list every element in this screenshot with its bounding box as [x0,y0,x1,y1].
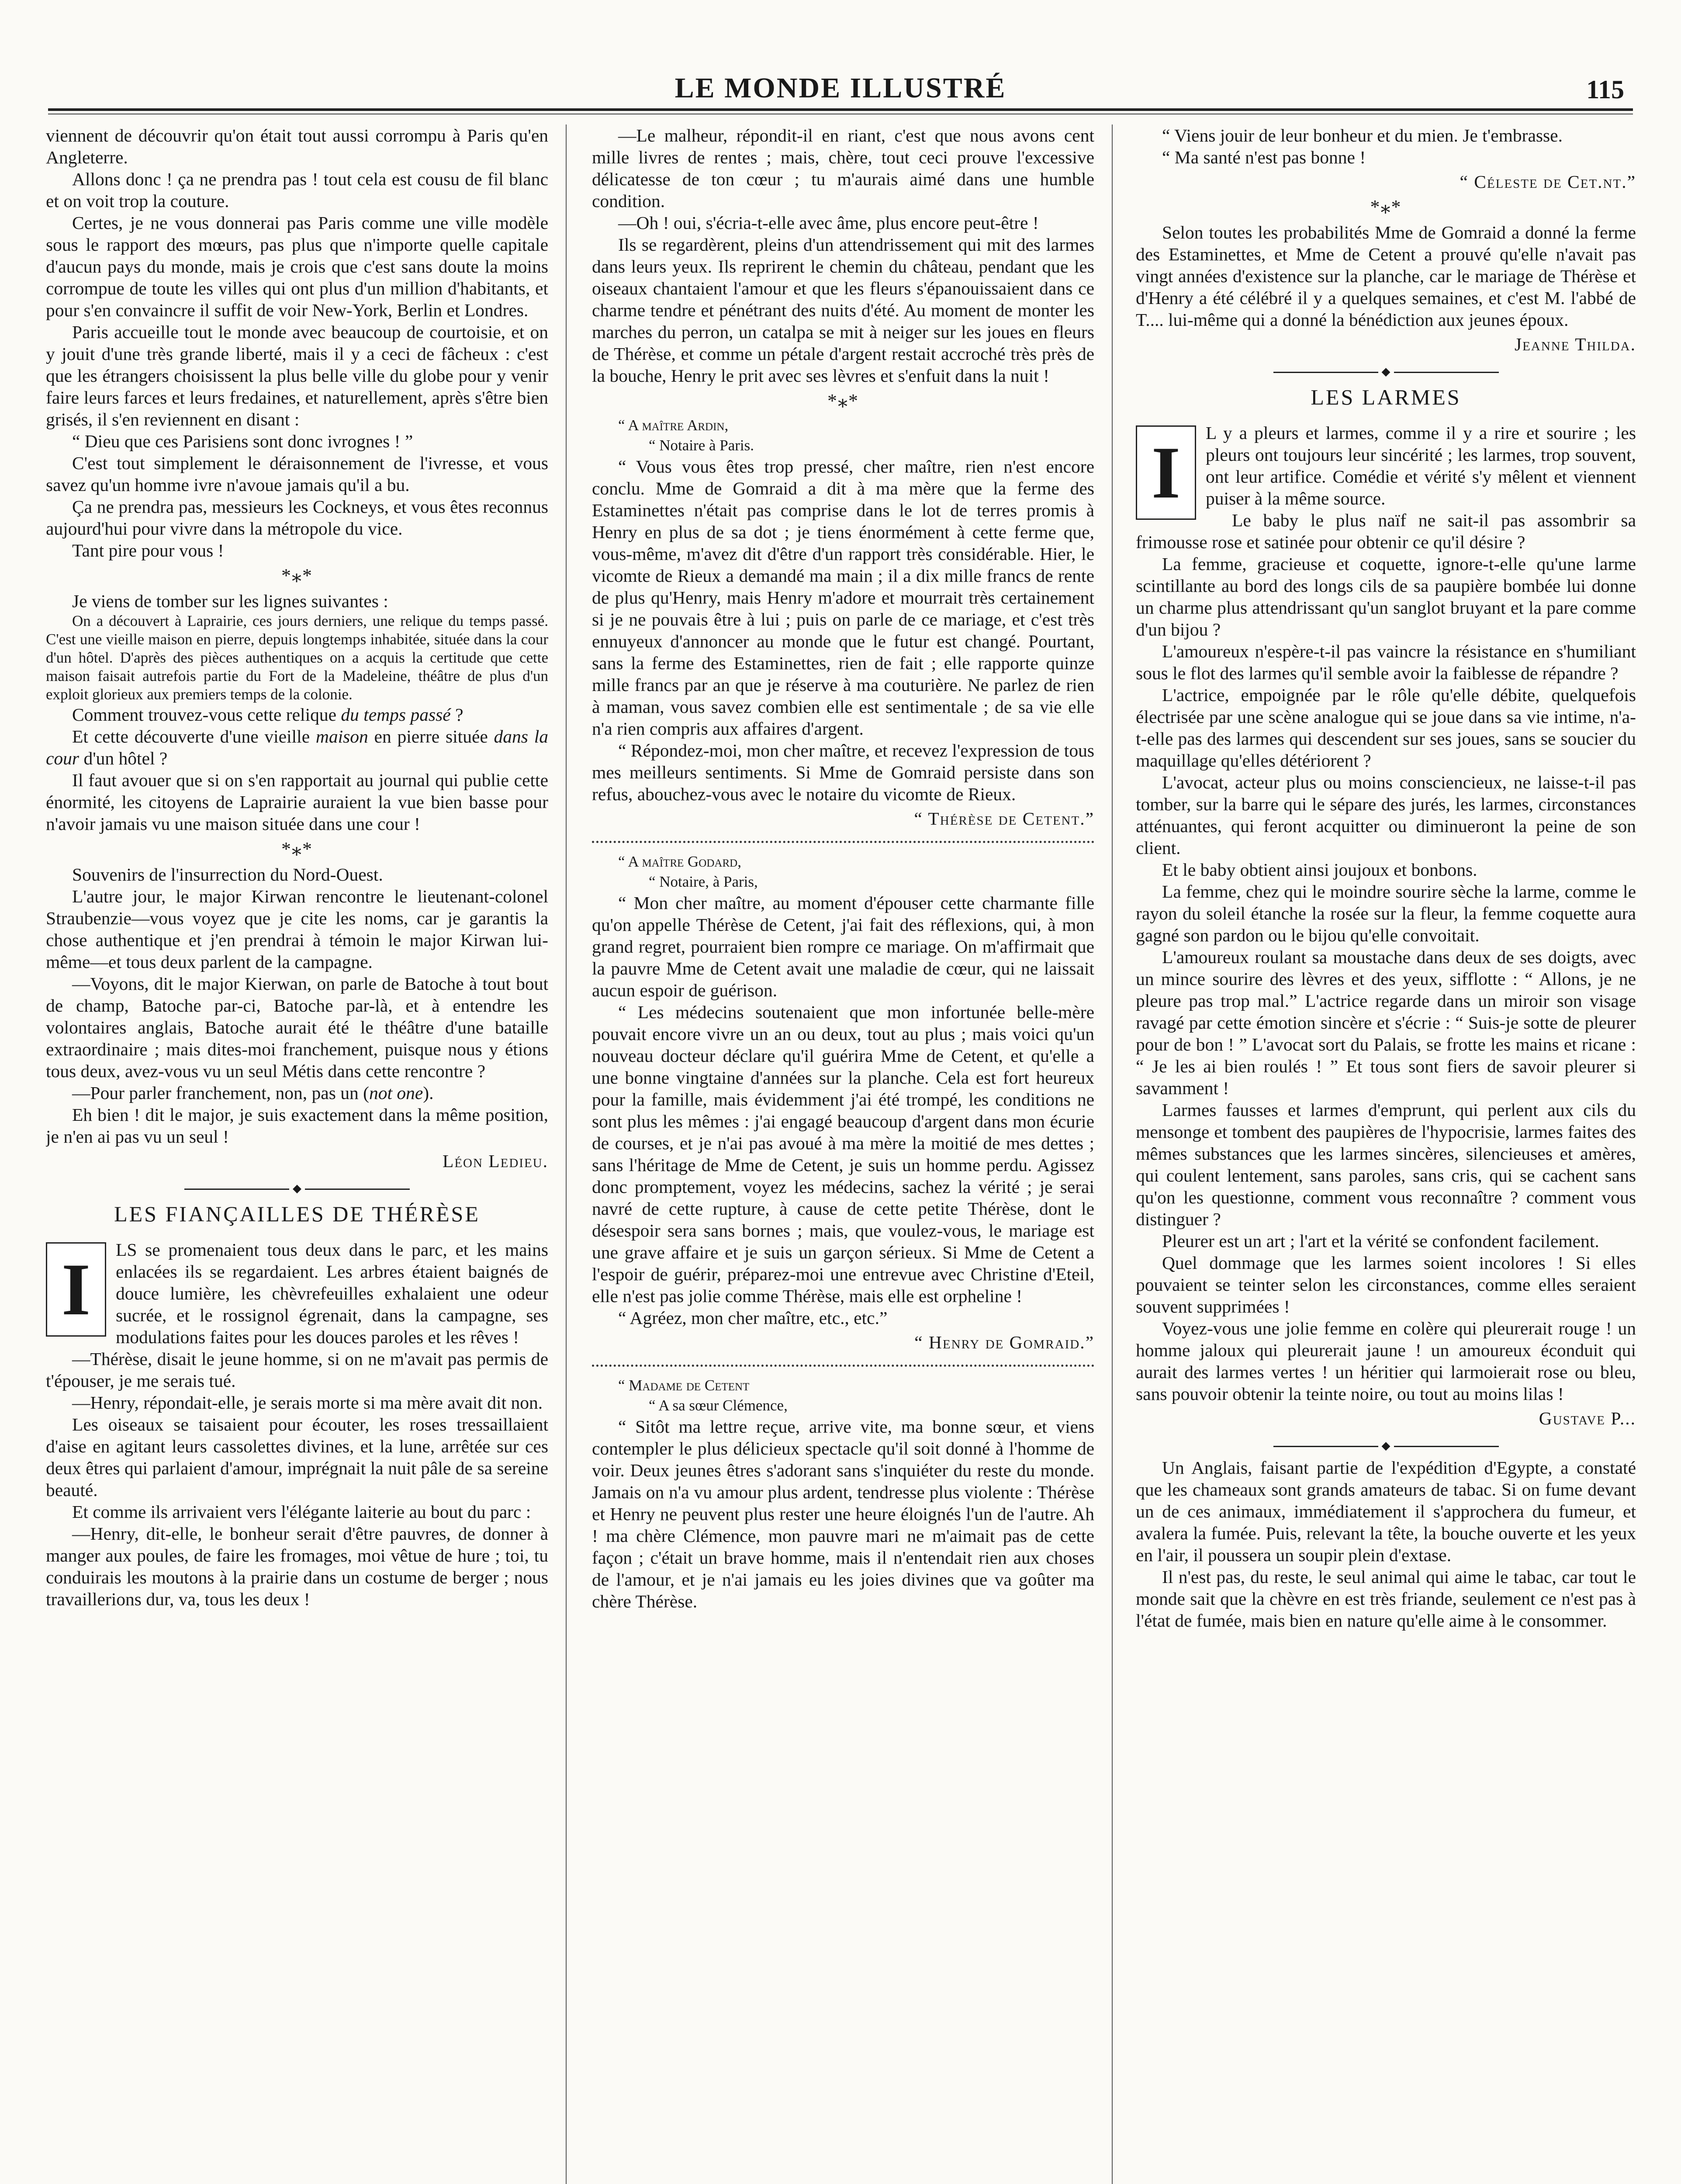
paragraph: Ça ne prendra pas, messieurs les Cockneys, et vous êtes reconnus aujourd'hui pour vivre dans la métropole du vice. [46,497,548,539]
letter-address-line: “ A sa sœur Clémence, [649,1397,788,1414]
paragraph: La femme, chez qui le moindre sourire sèche la larme, comme le rayon du soleil étanche la rosée sur la fleur, la femme coquette aura gagné son pardon ou le bijou qu'elle convoitait. [1136,881,1636,945]
drop-cap: I [1136,425,1196,520]
paragraph: Larmes fausses et larmes d'emprunt, qui perlent aux cils du mensonge et tombent des paupières de l'hypocrisie, larmes faites des mêmes substances que les larmes sincères, silencieuses et amères, qui coulent lentement, sans paroles, sans cris, qui se cachent sans qu'on les questionne, comment vous reconnaître ? comment vous distinguer ? [1136,1100,1636,1229]
paragraph: “ Répondez-moi, mon cher maître, et recevez l'expression de tous mes meilleurs sentiments. Si Mme de Gomraid persiste dans son refus, abouchez-vous avec le notaire du vicomte de Rieux. [592,740,1094,804]
paragraph: L'autre jour, le major Kirwan rencontre le lieutenant-colonel Straubenzie—vous voyez que je cite les noms, car je garantis la chose authentique et j'en prendrai à témoin le major Kirwan lui-même—et tous deux parlent de la campagne. [46,886,548,972]
letter-signature: “ Henry de Gomraid.” [914,1332,1094,1352]
paragraph: La femme, gracieuse et coquette, ignore-t-elle qu'une larme scintillante au bord des longs cils de sa paupière bombée lui donne un charme plus attendrissant qu'un sanglot bruyant et la pare comme d'un bijou ? [1136,554,1636,639]
section-heading: LES LARMES [1311,385,1461,409]
paragraph: —Le malheur, répondit-il en riant, c'est que nous avons cent mille livres de rentes ; mais, chère, tout ceci prouve l'excessive délicatesse de ton cœur ; tu m'aurais aimé dans une humble condition. [592,125,1094,211]
paragraph: Comment trouvez-vous cette relique du temps passé ? [72,705,463,725]
paragraph: Paris accueille tout le monde avec beaucoup de courtoisie, et on y jouit d'une très grande liberté, mais il y a ceci de fâcheux : c'est que les étrangers choisissent la plus belle ville du globe pour y venir faire leurs farces et leurs fredaines, et naturellement, après s'être bien grisés, il s'en reviennent en disant : [46,322,548,429]
section-heading: LES FIANÇAILLES DE THÉRÈSE [114,1202,480,1226]
publication-title: LE MONDE ILLUSTRÉ [674,72,1007,104]
paragraph: Un Anglais, faisant partie de l'expédition d'Egypte, a constaté que les chameaux sont grands amateurs de tabac. Si on fume devant un de ces animaux, immédiatement il s'approchera du fumeur, et avalera la fumée. Puis, relevant la tête, la bouche ouverte et les yeux en l'air, il poussera un soupir plein d'extase. [1136,1458,1636,1565]
author-signature: Léon Ledieu. [442,1151,548,1171]
drop-cap: I [46,1242,106,1337]
letter-signature: “ Thérèse de Cetent.” [914,809,1094,829]
column-separator [566,124,567,2184]
letter-address-line: “ Notaire à Paris. [649,437,754,454]
paragraph: “ Vous vous êtes trop pressé, cher maître, rien n'est encore conclu. Mme de Gomraid a dit à ma mère que la ferme des Estaminettes n'était pas comprise dans le lot de terres promis à Henry en plus de sa dot ; je tiens énormément à cette ferme que, vous-même, m'avez dit d'être d'un rapport très considérable. Hier, le vicomte de Rieux a demandé ma main ; il a dix mille francs de rente de plus qu'Henry, mais Henry m'adore et mourrait très certainement si je ne pouvais être à lui ; puis on parle de ce mariage, et c'est très ennuyeux d'annoncer au monde que le futur est changé. Pourtant, sans la ferme des Estaminettes, rien de fait ; elle rapporte quinze mille francs par an que je réserve à ma couturière. Ne parlez de rien à maman, vous savez combien elle est sentimentale ; de sa vie elle n'a rien compris aux affaires d'argent. [592,456,1094,739]
dotted-separator [592,1364,1094,1367]
paragraph: Quel dommage que les larmes soient incolores ! Si elles pouvaient se teinter selon les circonstances, comme elles seraient souvent supprimées ! [1136,1253,1636,1317]
paragraph: —Voyons, dit le major Kierwan, on parle de Batoche à tout bout de champ, Batoche par-ci, Batoche par-là, et à entendre les volontaires anglais, Batoche aurait été le théâtre d'une bataille extraordinaire ; mais dites-moi franchement, puisque nous y étions tous deux, avez-vous vu un seul Métis dans cette rencontre ? [46,974,548,1081]
letter-address: “ Madame de Cetent [618,1377,750,1394]
paragraph: —Henry, dit-elle, le bonheur serait d'être pauvres, de donner à manger aux poules, de faire les fromages, moi vêtue de hure ; toi, tu conduirais les moutons à la prairie dans un costume de berger ; nous travaillerions dur, va, tous les deux ! [46,1524,548,1609]
page-number: 115 [1586,75,1624,104]
asterism: *⁎* [281,565,313,586]
header-rule [48,108,1633,111]
paragraph: L'amoureux n'espère-t-il pas vaincre la résistance en s'humiliant sous le flot des larmes qu'il semble avoir la faiblesse de répandre ? [1136,641,1636,683]
paragraph: Le baby le plus naïf ne sait-il pas assombrir sa frimousse rose et satinée pour obtenir ce qu'il désire ? [1136,510,1636,552]
paragraph: Ils se regardèrent, pleins d'un attendrissement qui mit des larmes dans leurs yeux. Ils reprirent le chemin du château, pendant que les oiseaux chantaient l'amour et que les fleurs s'épanouissaient dans ce charme tendre et pénétrant des nuits d'été. Au moment de monter les marches du perron, un catalpa se mit à neiger sur les joues en fleurs de Thérèse, et comme un pétale d'argent restait accroché très près de la bouche, Henry le prit avec ses lèvres et s'enfuit dans la nuit ! [592,235,1094,386]
column-2 [592,124,1094,2184]
paragraph: L y a pleurs et larmes, comme il y a rire et sourire ; les pleurs ont toujours leur sincérité ; les larmes, trop souvent, ont leur artifice. Comédie et vérité s'y mêlent et viennent puiser à la même source. [1206,423,1636,508]
column-separator [1112,124,1113,2184]
paragraph: L'avocat, acteur plus ou moins consciencieux, ne laisse-t-il pas tomber, sur la barre qui le sépare des jurés, les larmes, circonstances atténuantes, qui feront acquitter ou diminueront la peine de son client. [1136,772,1636,858]
paragraph: “ Ma santé n'est pas bonne ! [1162,147,1366,167]
paragraph: C'est tout simplement le déraisonnement de l'ivresse, et vous savez qu'un homme ivre n'avoue jamais qu'il a bu. [46,453,548,495]
ornament-rule: ◆ [1136,1439,1636,1452]
paragraph: “ Les médecins soutenaient que mon infortunée belle-mère pouvait encore vivre un an ou deux, tout au plus ; mais voici qu'un nouveau docteur déclare qu'il guérira Mme de Cetent, et qu'elle a une bonne vingtaine d'années sur la planche. Cela est fort heureux pour la famille, mais évidemment j'ai été trompé, les conditions ne sont plus les mêmes : j'ai engagé beaucoup d'argent dans mon écurie de courses, et je n'ai pas avoué à ma mère la moitié de mes dettes ; sans l'héritage de Mme de Cetent, je suis un homme perdu. Agissez donc promptement, voyez les médecins, sachez la vérité ; je serai navré de cette rupture, à cause de cette petite Thérèse, dont le désespoir sera sans bornes ; mais, que voulez-vous, le mariage est une grave affaire et je suis un garçon sérieux. Si Mme de Cetent a l'espoir de guérir, préparez-moi une entrevue avec Christine d'Eteil, elle n'est pas jolie comme Thérèse, mais elle est orpheline ! [592,1002,1094,1306]
paragraph: Les oiseaux se taisaient pour écouter, les roses tressaillaient d'aise en agitant leurs cassolettes divines, et la lune, arrêtée sur ces deux êtres qui parlaient d'amour, imprégnait la nuit pâle de sa sereine beauté. [46,1414,548,1500]
story-body [1136,422,1636,1405]
paragraph: Pleurer est un art ; l'art et la vérité se confondent facilement. [1162,1231,1599,1251]
paragraph: L'actrice, empoignée par le rôle qu'elle débite, quelquefois électrisée par une scène analogue qui se joue dans sa vie intime, n'a-t-elle pas des larmes qui descendent sur ses joues, sans se soucier du maquillage qu'elles détériorent ? [1136,685,1636,771]
author-signature: Gustave P... [1539,1408,1636,1428]
dotted-separator [592,840,1094,843]
masthead [48,52,1633,105]
letter-signature: “ Céleste de Cet.nt.” [1460,172,1636,192]
paragraph: Et cette découverte d'une vieille maison en pierre située dans la cour d'un hôtel ? [46,726,548,768]
asterism: *⁎* [281,838,313,860]
paragraph: Voyez-vous une jolie femme en colère qui pleurerait rouge ! un homme jaloux qui pleurerait jaune ! un amoureux éconduit qui aurait des larmes vertes ! un héritier qui larmoierait rose ou bleu, sans pouvoir obtenir la teinte noire, ou tout au moins lilas ! [1136,1318,1636,1404]
letter-address: “ A maître Godard, [618,853,741,870]
asterism: *⁎* [1370,196,1402,218]
paragraph: —Thérèse, disait le jeune homme, si on ne m'avait pas permis de t'épouser, je me serais tué. [46,1349,548,1391]
paragraph: Selon toutes les probabilités Mme de Gomraid a donné la ferme des Estaminettes, et Mme de Cetent a prouvé qu'elle n'avait pas vingt années d'existence sur la planche, car le mariage de Thérèse et d'Henry a été célébré il y a quelques semaines, et c'est M. l'abbé de T.... lui-même qui a donné la bénédiction aux jeunes époux. [1136,222,1636,330]
paragraph: Et le baby obtient ainsi joujoux et bonbons. [1162,860,1477,880]
story-body [46,1239,548,1610]
paragraph: Tant pire pour vous ! [72,540,224,560]
paragraph: LS se promenaient tous deux dans le parc, et les mains enlacées ils se regardaient. Les arbres étaient baignés de douce lumière, les chèvrefeuilles exhalaient une odeur sucrée, et le rossignol égrenait, dans la campagne, ses modulations faites pour les douces paroles et les rêves ! [116,1240,548,1347]
paragraph: —Oh ! oui, s'écria-t-elle avec âme, plus encore peut-être ! [618,213,1039,233]
paragraph: Et comme ils arrivaient vers l'élégante laiterie au bout du parc : [72,1502,531,1522]
paragraph: viennent de découvrir qu'on était tout aussi corrompu à Paris qu'en Angleterre. [46,125,548,167]
letter-address-line: “ Notaire, à Paris, [649,873,758,890]
letter-address: “ A maître Ardin, [618,417,729,434]
paragraph: —Henry, répondait-elle, je serais morte si ma mère avait dit non. [72,1393,543,1413]
paragraph: “ Agréez, mon cher maître, etc., etc.” [618,1308,888,1328]
quoted-excerpt: On a découvert à Laprairie, ces jours derniers, une relique du temps passé. C'est une vieille maison en pierre, depuis longtemps inhabitée, située dans la cour d'un hôtel. D'après des pièces authentiques on a acquis la certitude que cette maison faisait autrefois partie du Fort de la Madeleine, théâtre de plus d'un exploit glorieux aux premiers temps de la colonie. [46,612,548,703]
paragraph: “ Dieu que ces Parisiens sont donc ivrognes ! ” [72,431,413,451]
paragraph: “ Mon cher maître, au moment d'épouser cette charmante fille qu'on appelle Thérèse de Cetent, j'ai fait des réflexions, qui, à mon grand regret, pourraient bien rompre ce mariage. On m'affirmait que la pauvre Mme de Cetent avait une maladie de cœur, qui ne laissait aucun espoir de guérison. [592,893,1094,1000]
paragraph: Il n'est pas, du reste, le seul animal qui aime le tabac, car tout le monde sait que la chèvre en est très friande, seulement ce n'est pas à l'état de fumée, mais bien en nature qu'elle aime à le consommer. [1136,1567,1636,1631]
paragraph: “ Viens jouir de leur bonheur et du mien. Je t'embrasse. [1162,125,1563,145]
asterism: *⁎* [827,390,859,411]
column-1 [46,124,548,2184]
paragraph: Allons donc ! ça ne prendra pas ! tout cela est cousu de fil blanc et on voit trop la couture. [46,169,548,211]
paragraph: L'amoureux roulant sa moustache dans deux de ses doigts, avec un mince sourire des lèvres et des yeux, sifflotte : “ Allons, je ne pleure pas trop mal.” L'actrice regarde dans un miroir son visage ravagé par cette émotion sincère et s'écrie : “ Suis-je sotte de pleurer pour de bon ! ” L'avocat sort du Palais, se frotte les mains et ricane : “ Je les ai bien roulés ! ” Et tous sont fiers de savoir pleurer si savamment ! [1136,947,1636,1098]
paragraph: Eh bien ! dit le major, je suis exactement dans la même position, je n'en ai pas vu un seul ! [46,1105,548,1147]
ornament-rule: ◆ [46,1182,548,1195]
author-signature: Jeanne Thilda. [1515,334,1636,354]
paragraph: Je viens de tomber sur les lignes suivantes : [72,591,388,611]
paragraph: —Pour parler franchement, non, pas un (not one). [72,1083,434,1103]
column-3 [1136,124,1636,2184]
ornament-rule: ◆ [1136,365,1636,378]
paragraph: Il faut avouer que si on s'en rapportait au journal qui publie cette énormité, les citoyens de Laprairie auraient la vue bien basse pour n'avoir jamais vu une maison située dans une cour ! [46,770,548,834]
paragraph: “ Sitôt ma lettre reçue, arrive vite, ma bonne sœur, et viens contempler le plus délicieux spectacle qu'il soit donné à l'homme de voir. Deux jeunes êtres s'adorant sans s'inquiéter du reste du monde. Jamais on n'a vu amour plus ardent, tendresse plus violente : Thérèse et Henry ne peuvent plus rester une heure éloignés l'un de l'autre. Ah ! ma chère Clémence, mon pauvre mari ne m'aimait pas de cette façon ; c'était un brave homme, mais il n'entendait rien aux choses de l'amour, et je n'ai jamais eu les joies divines que va goûter ma chère Thérèse. [592,1417,1094,1611]
paragraph: Souvenirs de l'insurrection du Nord-Ouest. [72,864,383,885]
paragraph: Certes, je ne vous donnerai pas Paris comme une ville modèle sous le rapport des mœurs, pas plus que n'importe quelle capitale d'aucun pays du monde, mais je crois que c'est sans doute la moins corrompue de toute les villes qui ont plus d'un million d'habitants, et pour s'en convaincre il suffit de voir New-York, Berlin et Londres. [46,213,548,320]
